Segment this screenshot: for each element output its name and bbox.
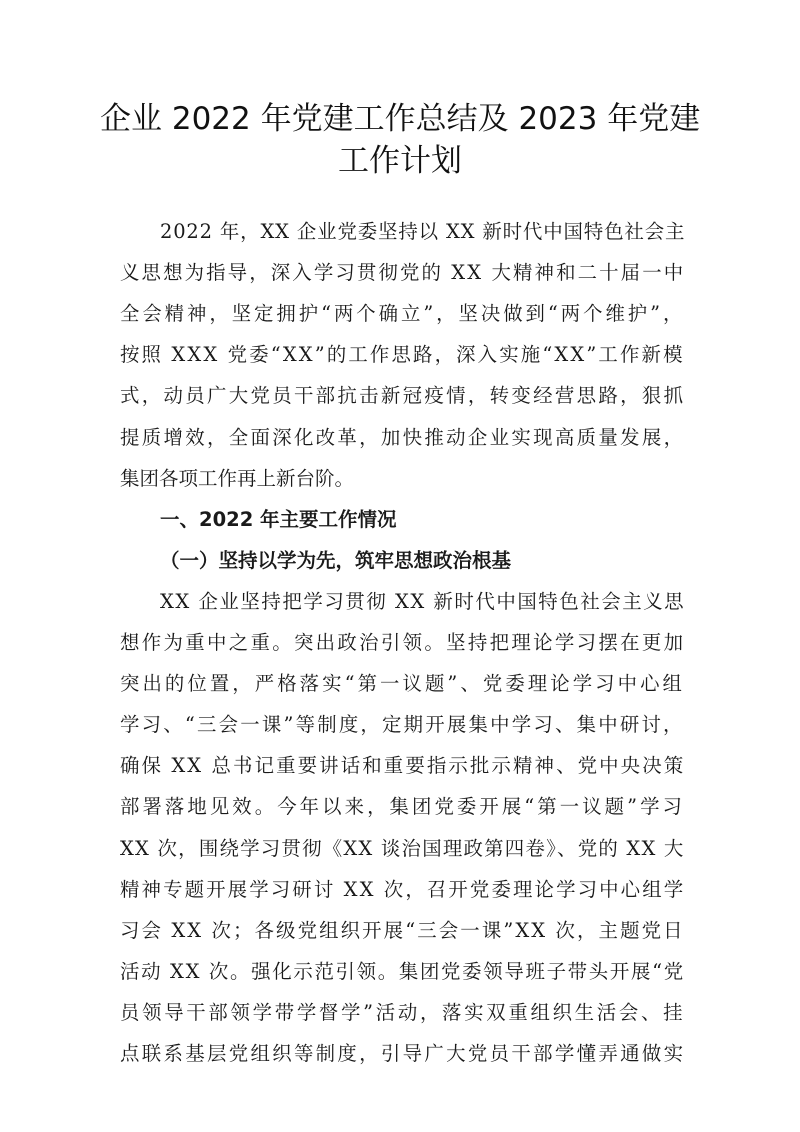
document-title-line-1: 企业 2022 年党建工作总结及 2023 年党建: [100, 101, 701, 137]
paragraph-line: 集团各项工作再上新台阶。: [120, 466, 355, 490]
paragraph-line: 义思想为指导，深入学习贯彻党的 XX 大精神和二十届一中: [120, 261, 686, 285]
paragraph-line: 提质增效，全面深化改革，加快推动企业实现高质量发展，: [120, 425, 686, 449]
paragraph-line: 确保 XX 总书记重要讲话和重要指示批示精神、党中央决策: [120, 754, 686, 778]
paragraph-line: 活动 XX 次。强化示范引领。集团党委领导班子带头开展“党: [120, 959, 685, 983]
paragraph-line: 全会精神，坚定拥护“两个确立”，坚决做到“两个维护”，: [120, 302, 686, 326]
section-heading: 一、2022 年主要工作情况: [160, 507, 397, 531]
paragraph-line: XX 次，围绕学习贯彻《XX 谈治国理政第四卷》、党的 XX 大: [120, 836, 685, 860]
paragraph-line: 学习、“三会一课”等制度，定期开展集中学习、集中研讨，: [120, 713, 685, 737]
paragraph-line: 式，动员广大党员干部抗击新冠疫情，转变经营思路，狠抓: [120, 384, 686, 408]
paragraph-line: 部署落地见效。今年以来，集团党委开展“第一议题”学习: [120, 795, 686, 819]
paragraph-line: 员领导干部领学带学督学”活动，落实双重组织生活会、挂: [120, 1000, 686, 1024]
section-heading: （一）坚持以学为先，筑牢思想政治根基: [160, 548, 512, 572]
paragraph-line: 精神专题开展学习研讨 XX 次，召开党委理论学习中心组学: [120, 877, 686, 901]
paragraph-line: 想作为重中之重。突出政治引领。坚持把理论学习摆在更加: [120, 631, 686, 654]
document-title-line-2: 工作计划: [338, 143, 462, 179]
paragraph-line: 按照 XXX 党委“XX”的工作思路，深入实施“XX”工作新模: [120, 343, 685, 367]
paragraph-line: 突出的位置，严格落实“第一议题”、党委理论学习中心组: [120, 672, 686, 696]
paragraph-line: 2022 年，XX 企业党委坚持以 XX 新时代中国特色社会主: [160, 220, 686, 243]
paragraph-line: 习会 XX 次；各级党组织开展“三会一课”XX 次，主题党日: [120, 918, 685, 942]
paragraph-line: XX 企业坚持把学习贯彻 XX 新时代中国特色社会主义思: [160, 589, 686, 613]
paragraph-line: 点联系基层党组织等制度，引导广大党员干部学懂弄通做实: [120, 1042, 686, 1065]
